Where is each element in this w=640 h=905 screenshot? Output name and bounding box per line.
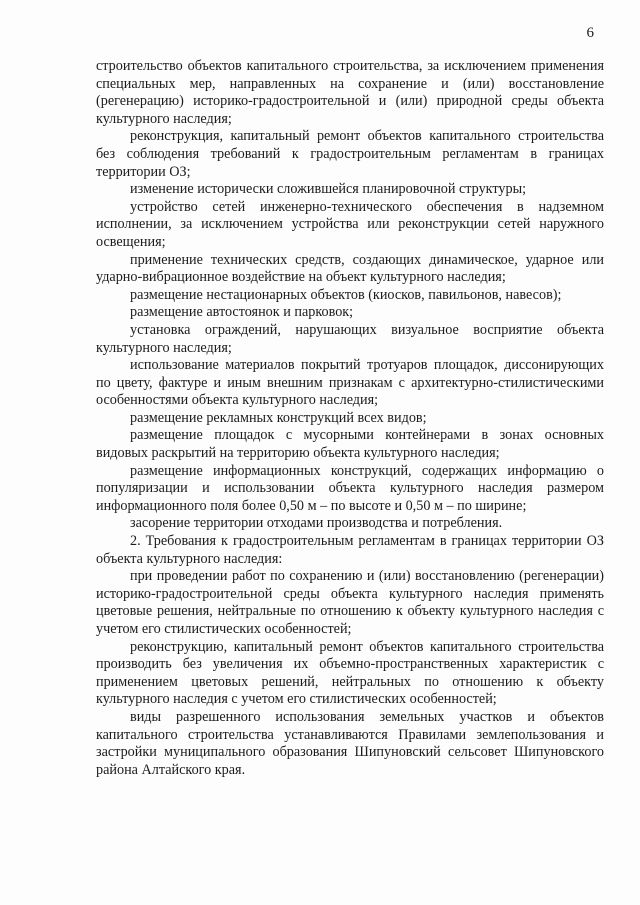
paragraph-permitted-use: виды разрешенного использования земельных участков и объектов капитального строительства устанавливаются Правилами землепользования и застройки муниципального образования Шипуновский сельсовет Шипуновского района Алтайского края. <box>96 708 604 778</box>
paragraph-information-structures: размещение информационных конструкций, содержащих информацию о популяризации и использовании объекта культурного наследия размером информационного поля более 0,50 м – по высоте и 0,50 м – по ширине; <box>96 462 604 514</box>
paragraph-color-solutions: при проведении работ по сохранению и (или) восстановлению (регенерации) историко-градостроительной среды объекта культурного наследия применять цветовые решения, нейтральные по отношению к объекту культурного наследия с учетом его стилистических особенностей; <box>96 568 604 637</box>
paragraph-planning-structure: изменение исторически сложившейся планировочной структуры; <box>130 181 527 198</box>
paragraph-technical-means: применение технических средств, создающих динамическое, ударное или ударно-вибрационное воздействие на объект культурного наследия; <box>96 251 604 286</box>
paragraph-construction-exception: строительство объектов капитального строительства, за исключением применения специальных мер, направленных на сохранение и (или) восстановление (регенерацию) историко-градостроительной и (или) природной среды объекта культурного наследия; <box>96 58 604 127</box>
paragraph-nonstationary-objects: размещение нестационарных объектов (киосков, павильонов, навесов); <box>130 286 562 303</box>
paragraph-waste-containers: размещение площадок с мусорными контейнерами в зонах основных видовых раскрытий на территорию объекта культурного наследия; <box>96 427 604 462</box>
page-number: 6 <box>586 25 594 41</box>
document-body <box>96 58 604 779</box>
paragraph-section-2-heading: 2. Требования к градостроительным регламентам в границах территории ОЗ объекта культурного наследия: <box>96 533 604 567</box>
paragraph-littering: засорение территории отходами производства и потребления. <box>130 515 503 532</box>
paragraph-advertising: размещение рекламных конструкций всех видов; <box>130 409 427 426</box>
paragraph-parking: размещение автостоянок и парковок; <box>130 304 354 321</box>
paragraph-fences: установка ограждений, нарушающих визуальное восприятие объекта культурного наследия; <box>96 321 604 356</box>
paragraph-reconstruction-requirements: реконструкцию, капитальный ремонт объектов капитального строительства производить без увеличения их объемно-пространственных характеристик с применением цветовых решений, нейтральных по отношению к объекту культурного наследия с учетом его стилистических особенностей; <box>96 638 604 708</box>
paragraph-pavement-materials: использование материалов покрытий тротуаров площадок, диссонирующих по цвету, фактуре и иным внешним признакам с архитектурно-стилистическими особенностями объекта культурного наследия; <box>96 357 604 409</box>
paragraph-engineering-networks: устройство сетей инженерно-технического обеспечения в надземном исполнении, за исключением устройства или реконструкции сетей наружного освещения; <box>96 198 604 250</box>
paragraph-reconstruction: реконструкция, капитальный ремонт объектов капитального строительства без соблюдения требований к градостроительным регламентам в границах территории ОЗ; <box>96 128 604 180</box>
